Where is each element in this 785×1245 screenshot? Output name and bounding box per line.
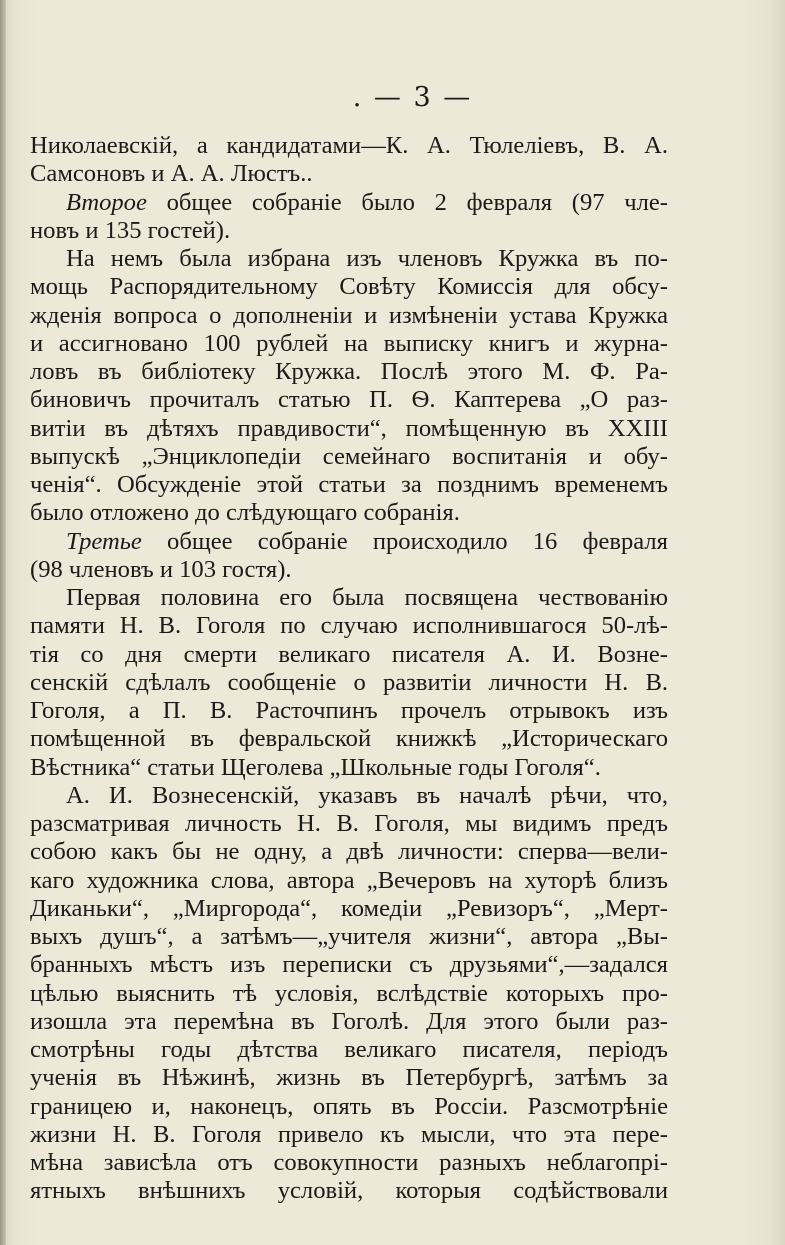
line-text: тія со дня смерти великаго писателя А. И. Возне-: [30, 640, 668, 668]
line-text: бранныхъ мѣстъ изъ переписки съ друзьями“,—задался: [30, 951, 668, 979]
text-line: [30, 443, 668, 471]
text-line: [30, 189, 668, 217]
line-text: ченія“. Обсужденіе этой статьи за позднимъ временемъ: [30, 471, 668, 498]
line-text: Вѣстника“ статьи Щеголева „Школьные годы Гоголя“.: [30, 753, 601, 781]
line-text: А. И. Вознесенскій, указавъ въ началѣ рѣчи, что,: [66, 781, 668, 809]
page-number: . — 3 —: [352, 82, 473, 113]
text-line: [30, 132, 668, 160]
text-line: [30, 951, 668, 979]
text-line: [30, 923, 668, 951]
line-text: (98 членовъ и 103 гостя).: [30, 555, 292, 583]
text-line: [30, 1064, 668, 1092]
text-line: [30, 386, 668, 414]
text-line: [30, 1093, 668, 1121]
line-text: биновичъ прочиталъ статью П. Ѳ. Каптерева „О раз-: [30, 386, 668, 414]
line-text: ловъ въ библіотеку Кружка. Послѣ этого М. Ф. Ра-: [30, 358, 668, 385]
italic-word: Второе: [66, 188, 147, 216]
line-text: общее собраніе было 2 февраля (97 чле-: [146, 188, 668, 216]
line-text: Самсоновъ и А. А. Люстъ..: [30, 160, 313, 188]
text-line: [30, 838, 668, 866]
italic-word: Третье: [66, 527, 142, 555]
line-text: Диканьки“, „Миргорода“, комедіи „Ревизоръ“, „Мерт-: [30, 894, 668, 922]
line-text: и ассигновано 100 рублей на выписку книгъ и журна-: [30, 329, 668, 357]
text-line: [30, 1149, 668, 1177]
line-text: мощь Распорядительному Совѣту Комиссія для обсу-: [30, 273, 668, 301]
line-text: цѣлью выяснить тѣ условія, вслѣдствіе которыхъ про-: [30, 979, 668, 1007]
text-line: [30, 754, 668, 782]
text-line: [30, 584, 668, 612]
binding-edge: [0, 0, 6, 1245]
line-text: изошла эта перемѣна въ Гоголѣ. Для этого были раз-: [30, 1007, 668, 1035]
line-text: жденія вопроса о дополненіи и измѣненіи устава Кружка: [30, 301, 668, 329]
line-text: выпускѣ „Энциклопедіи семейнаго воспитанія и обу-: [30, 442, 668, 470]
text-line: [30, 669, 668, 697]
line-text: новъ и 135 гостей).: [30, 216, 231, 244]
line-text: памяти Н. В. Гоголя по случаю исполнившагося 50-лѣ-: [30, 612, 668, 640]
line-text: На немъ была избрана изъ членовъ Кружка въ по-: [66, 245, 668, 272]
text-line: [30, 415, 668, 443]
line-text: витіи въ дѣтяхъ правдивости“, помѣщенную въ XXIII: [30, 414, 668, 442]
line-text: ятныхъ внѣшнихъ условій, которыя содѣйствовали: [30, 1177, 668, 1205]
line-text: собою какъ бы не одну, а двѣ личности: сперва—вели-: [30, 838, 668, 866]
text-line: [30, 1177, 668, 1205]
line-text: сенскій сдѣлалъ сообщеніе о развитіи личности Н. В.: [30, 668, 668, 696]
text-line: [30, 471, 668, 499]
line-text: Гоголя, а П. В. Расточпинъ прочелъ отрывокъ изъ: [30, 697, 668, 724]
text-line: [30, 641, 668, 669]
line-text: общее собраніе происходило 16 февраля: [141, 527, 668, 555]
line-text: выхъ душъ“, а затѣмъ—„учителя жизни“, автора „Вы-: [30, 923, 668, 950]
body-text: [30, 132, 668, 1206]
line-text: Николаевскій, а кандидатами—К. А. Тюлеліевъ, В. А.: [30, 132, 668, 159]
line-text: Первая половина его была посвящена чествованію: [66, 584, 668, 611]
text-line: [30, 1121, 668, 1149]
line-text: каго художника слова, автора „Вечеровъ на хуторѣ близъ: [30, 866, 668, 894]
text-line: [30, 499, 668, 527]
line-text: смотрѣны годы дѣтства великаго писателя, періодъ: [30, 1036, 668, 1063]
text-line: [30, 1008, 668, 1036]
text-line: [30, 330, 668, 358]
text-line: [30, 217, 668, 245]
line-text: было отложено до слѣдующаго собранія.: [30, 499, 460, 527]
text-line: [30, 358, 668, 386]
text-line: [30, 810, 668, 838]
text-line: [30, 245, 668, 273]
line-text: жизни Н. В. Гоголя привело къ мысли, что эта пере-: [30, 1120, 668, 1148]
text-line: [30, 302, 668, 330]
line-text: помѣщенной въ февральской книжкѣ „Историческаго: [30, 725, 668, 753]
text-line: [30, 160, 668, 188]
text-line: [30, 528, 668, 556]
line-text: мѣна зависѣла отъ совокупности разныхъ неблагопрі-: [30, 1149, 668, 1176]
text-line: [30, 782, 668, 810]
text-line: [30, 895, 668, 923]
text-line: [30, 980, 668, 1008]
text-line: [30, 725, 668, 753]
line-text: границею и, наконецъ, опять въ Россіи. Разсмотрѣніе: [30, 1092, 668, 1120]
line-text: разсматривая личность Н. В. Гоголя, мы видимъ предъ: [30, 810, 668, 837]
text-line: [30, 273, 668, 301]
text-line: [30, 867, 668, 895]
line-text: ученія въ Нѣжинѣ, жизнь въ Петербургѣ, затѣмъ за: [30, 1064, 668, 1092]
text-line: [30, 697, 668, 725]
text-line: [30, 556, 668, 584]
text-line: [30, 1036, 668, 1064]
text-line: [30, 612, 668, 640]
